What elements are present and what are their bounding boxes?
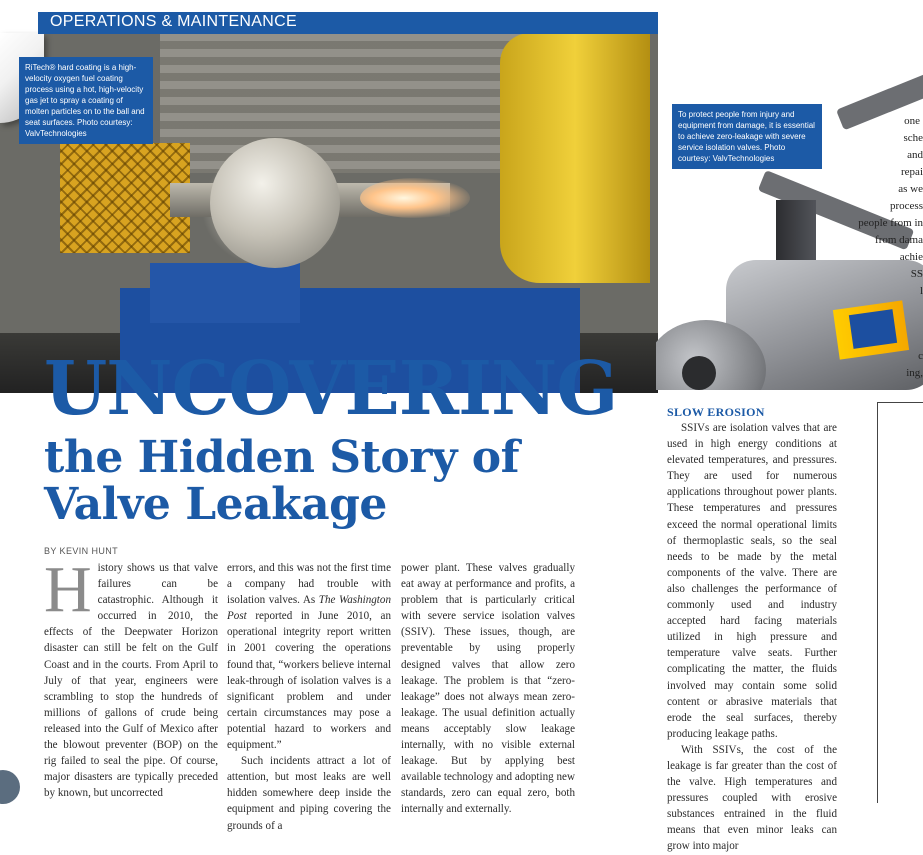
sidebar-frame — [877, 402, 923, 803]
section-header-bar — [38, 12, 658, 34]
peek-line-8: achie — [899, 251, 923, 263]
dropcap: H — [44, 553, 92, 626]
article-column-2 — [227, 560, 391, 834]
column-4-para-1: SSIVs are isolation valves that are used in high energy conditions at elevated temperatures, and pressures. They are used for numerous applications throughout power plants. These temperatures and pressures exceed the normal operational limits of thermoplastic seals, so the seal needs to be made by the metal components of the valve. There are also challenges the performance of commonly used and industry accepted hard facing materials utilized in high pressure and temperature valve seats. Further complicating the matter, the fluids involved may contain some solid content or abrasive materials that erode the seal surfaces, thereby producing leakage paths. — [667, 422, 837, 740]
byline: BY KEVIN HUNT — [44, 546, 119, 556]
photo-blue-stand — [150, 263, 300, 323]
peek-line-12: ing, — [906, 367, 923, 379]
photo-wall-panels — [160, 33, 540, 173]
peek-line-4: as we — [898, 183, 923, 195]
article-column-3 — [401, 560, 575, 818]
peek-line-5: process — [890, 200, 923, 212]
subhead-slow-erosion: SLOW EROSION — [667, 405, 765, 419]
page-corner-circle — [0, 770, 20, 804]
main-photo-caption: RiTech® hard coating is a high-velocity oxygen fuel coating process using a hot, high-velocity gas jet to spray a coating of molten particles on to the ball and seat surfaces. Photo courtesy: ValvTechnologies — [19, 57, 153, 144]
photo-robot-arm — [500, 33, 650, 283]
article-column-1 — [44, 553, 218, 801]
peek-line-6: people from in — [858, 217, 923, 229]
column-3-text: power plant. These valves gradually eat away at performance and profits, a problem that is particularly critical with severe service isolation valves (SSIV). These issues, though, are preventable by using properly designed valves that allow zero leakage. The problem is that “zero-leakage” does not always mean zero-leakage. The usual definition actually means acceptably slow leakage internally, with no visible external leakage. But by applying best available technology and adopting new standards, zero can equal zero, both internally and externally. — [401, 562, 575, 816]
column-4-para-2: With SSIVs, the cost of the leakage is far greater than the cost of the valve. High temperatures and pressures coupled with erosive substances entrained in the fluid means that even minor leaks can grow into major — [667, 743, 837, 853]
headline-main: UNCOVERING — [44, 346, 618, 432]
peek-line-7: from dama — [875, 234, 923, 246]
peek-line-9: SS — [910, 268, 923, 280]
peek-line-1: sche — [903, 132, 923, 144]
valve-bore — [682, 356, 716, 390]
peek-line-11: c — [918, 350, 923, 362]
peek-line-3: repai — [901, 166, 923, 178]
column-1-text: istory shows us that valve failures can be catastrophic. Although it occurred in 2010, the effects of the Deepwater Horizon disaster can still be felt on the Gulf Coast and in the courts. From April to July of that year, engineers were scrambling to stop the hundreds of millions of gallons of crude being released into the Gulf of Mexico after the blowout preventer (BOP) on the rig failed to seal the pipe. Of course, major disasters are typically preceded by known, but uncorrected — [44, 562, 218, 800]
peek-line-10: l — [919, 285, 923, 297]
publication-name: The Washington Post — [227, 594, 391, 623]
section-label: OPERATIONS & MAINTENANCE — [50, 13, 297, 30]
photo-valve-ball — [210, 138, 340, 268]
headline-sub: the Hidden Story of Valve Leakage — [44, 432, 520, 530]
valve-blue-tag — [849, 309, 897, 349]
photo-spray-glow — [360, 178, 470, 218]
article-column-4 — [667, 420, 837, 855]
valve-photo-caption: To protect people from injury and equipment from damage, it is essential to achieve zero-leakage with severe service isolation valves. Photo courtesy: ValvTechnologies — [672, 104, 822, 169]
column-2-para-2: Such incidents attract a lot of attention, but most leaks are well hidden somewhere deep inside the equipment and piping covering the grounds of a — [227, 755, 391, 832]
column-2-text-a: errors, and this was not the first time a company had trouble with isolation valves. As — [227, 562, 391, 607]
column-2-para-1 — [227, 560, 391, 753]
peek-line-0: one — [904, 115, 920, 127]
peek-line-2: and — [907, 149, 923, 161]
column-2-text-b: reported in June 2010, an operational integrity report written in 2001 covering the operations found that, “workers believe internal leak-through of isolation valves is a significant problem and under certain circumstances may pose a potential hazard to workers and equipment.” — [227, 610, 391, 752]
